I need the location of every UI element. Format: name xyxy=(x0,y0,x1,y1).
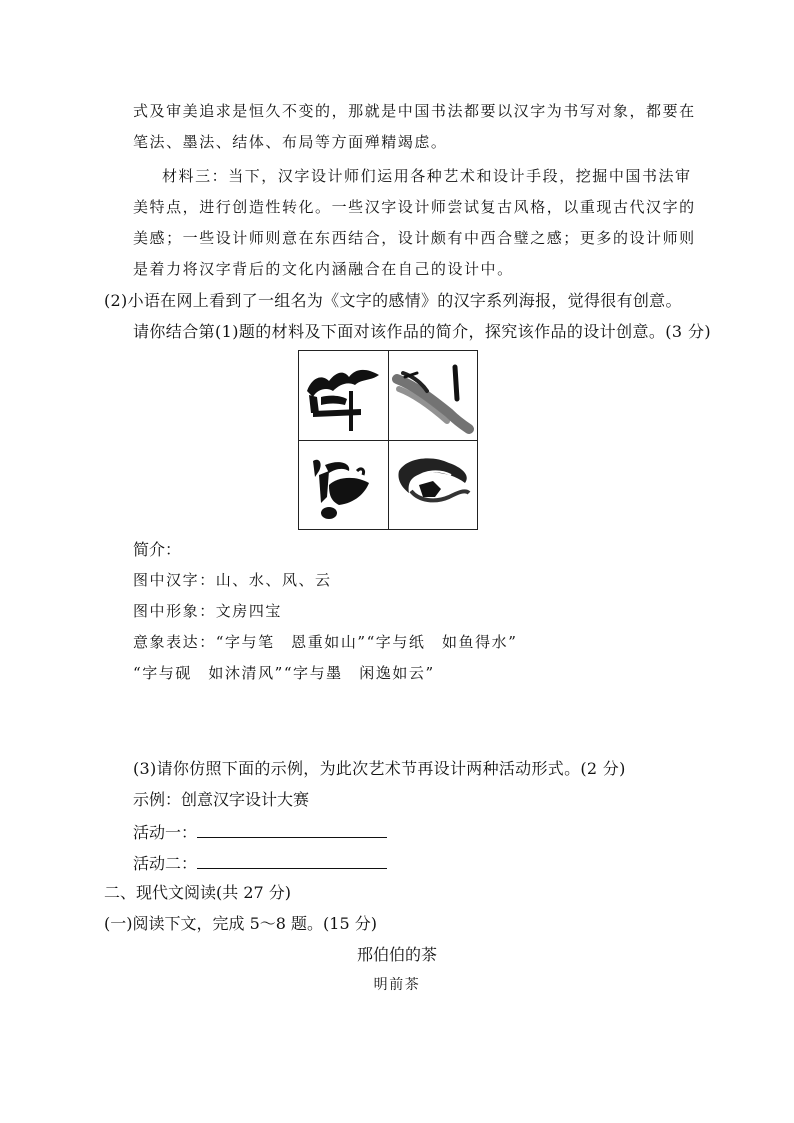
poster-image xyxy=(298,350,478,530)
poster-cell-cloud-inkstick xyxy=(389,441,477,529)
article-author: 明前茶 xyxy=(373,977,421,993)
article-title: 邢伯伯的茶 xyxy=(356,945,437,964)
intro-image: 图中形象：文房四宝 xyxy=(133,602,282,620)
intro-expression-2: “字与砚 如沐清风”“字与墨 闲逸如云” xyxy=(133,664,435,682)
activity-1-label: 活动一： xyxy=(133,823,198,842)
activity-1-row xyxy=(133,823,387,841)
poster-cell-wind-inkstone xyxy=(299,441,387,529)
q2-line2: 请你结合第(1)题的材料及下面对该作品的简介，探究该作品的设计创意。(3 分) xyxy=(133,322,712,341)
wind-inkstone-icon xyxy=(299,441,387,529)
poster-cell-water-paper xyxy=(389,351,477,439)
q3-prompt: (3)请你仿照下面的示例，为此次艺术节再设计两种活动形式。(2 分) xyxy=(133,759,626,778)
material2-line1: 式及审美追求是恒久不变的，那就是中国书法都要以汉字为书写对象，都要在 xyxy=(133,102,696,120)
material3-line2: 美特点，进行创造性转化。一些汉字设计师尝试复古风格，以重现古代汉字的 xyxy=(133,198,696,216)
material3-line3: 美感；一些设计师则意在东西结合，设计颇有中西合璧之感；更多的设计师则 xyxy=(133,229,696,247)
activity-2-label: 活动二： xyxy=(133,854,198,873)
activity-2-row xyxy=(133,854,387,872)
material3-line1: 材料三：当下，汉字设计师们运用各种艺术和设计手段，挖掘中国书法审 xyxy=(162,167,692,185)
section-sub: (一)阅读下文，完成 5～8 题。(15 分) xyxy=(104,914,377,933)
poster-cell-mountain-brush xyxy=(299,351,387,439)
mountain-brush-icon xyxy=(299,351,387,439)
cloud-inkstick-icon xyxy=(389,441,477,529)
material3-line4: 是着力将汉字背后的文化内涵融合在自己的设计中。 xyxy=(133,260,514,278)
q2-line1: (2)小语在网上看到了一组名为《文字的感情》的汉字系列海报，觉得很有创意。 xyxy=(104,291,682,310)
water-paper-icon xyxy=(389,351,477,439)
section-title: 二、现代文阅读(共 27 分) xyxy=(104,883,292,902)
activity-1-blank[interactable] xyxy=(197,823,387,838)
activity-2-blank[interactable] xyxy=(197,854,387,869)
q3-example: 示例：创意汉字设计大赛 xyxy=(133,790,310,809)
intro-heading: 简介： xyxy=(133,540,182,559)
intro-chars: 图中汉字：山、水、风、云 xyxy=(133,571,332,589)
material2-line2: 笔法、墨法、结体、布局等方面殚精竭虑。 xyxy=(133,133,448,151)
intro-expression-1: 意象表达：“字与笔 恩重如山”“字与纸 如鱼得水” xyxy=(133,633,518,651)
